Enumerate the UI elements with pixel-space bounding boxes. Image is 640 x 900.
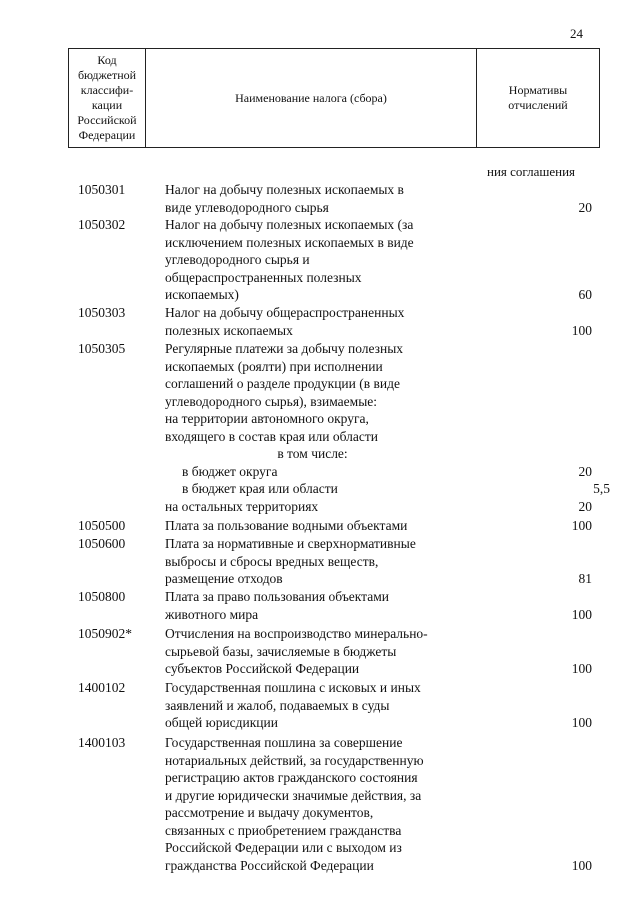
row-name-line: Плата за нормативные и сверхнормативные: [165, 536, 416, 551]
row-sub-item-label: в бюджет округа: [182, 463, 278, 479]
header-code-line: классифи-: [80, 83, 134, 97]
row-value: 20: [578, 199, 592, 215]
header-norm-cell: [477, 49, 600, 148]
page-number: 24: [570, 26, 583, 41]
row-sub-item-value: 5,5: [593, 481, 610, 496]
row-name-line: сырьевой базы, зачисляемые в бюджеты: [165, 643, 397, 659]
row-code: 1050902*: [78, 626, 132, 641]
row-name-line: углеводородного сырья), взимаемые:: [165, 393, 378, 409]
header-norm-line: Нормативы: [508, 83, 568, 97]
header-code-cell: [69, 49, 146, 148]
row-name: [165, 625, 460, 678]
row-name: [165, 588, 460, 623]
row-sub-item-label: в бюджет края или области: [182, 481, 338, 496]
row-name-line: ископаемых (роялти) при исполнении: [165, 358, 383, 374]
row-code: 1400102: [78, 680, 126, 695]
row-name-line: Государственная пошлина за совершение: [165, 735, 403, 750]
row-name-line: регистрацию актов гражданского состояния: [165, 770, 418, 785]
row-name: [165, 216, 460, 304]
header-code-line: кации: [91, 98, 123, 112]
row-name-line: Налог на добычу общераспространенных: [165, 305, 405, 320]
row-value: 60: [578, 287, 592, 302]
row-code: 1050303: [78, 305, 126, 320]
row-code: 1050305: [78, 341, 126, 356]
row-name-line: Государственная пошлина с исковых и иных: [165, 680, 421, 695]
continuation-text: ния соглашения: [487, 164, 576, 179]
row-value: 100: [571, 606, 592, 622]
row-sub-item-label: на остальных территориях: [165, 498, 319, 514]
row-name-line: связанных с приобретением гражданства: [165, 822, 402, 838]
header-name-cell: Наименование налога (сбора): [146, 49, 477, 148]
row-name-line: углеводородного сырья и: [165, 252, 310, 267]
row-value: 100: [571, 322, 592, 338]
row-name-line: и другие юридически значимые действия, за: [165, 787, 422, 803]
row-value: 100: [571, 518, 592, 533]
row-name: [165, 535, 460, 588]
row-code: 1050302: [78, 217, 126, 232]
row-code: 1050800: [78, 589, 126, 604]
row-code: 1400103: [78, 735, 126, 750]
row-name-line: размещение отходов: [165, 571, 283, 586]
row-sub-item-value: 20: [578, 463, 592, 479]
row-name-line: исключением полезных ископаемых в виде: [165, 234, 414, 250]
row-name: [165, 340, 460, 515]
header-code-line: Федерации: [78, 128, 136, 142]
row-name-line: входящего в состав края или области: [165, 428, 378, 444]
row-name-line: ископаемых): [165, 287, 239, 302]
row-name-line: Налог на добычу полезных ископаемых в: [165, 182, 404, 197]
table-header: [68, 48, 600, 148]
row-subheading: в том числе:: [277, 446, 348, 461]
header-norm-line: отчислений: [508, 98, 568, 112]
row-name-line: на территории автономного округа,: [165, 411, 369, 426]
row-name-line: заявлений и жалоб, подаваемых в суды: [165, 697, 390, 713]
row-name-line: животного мира: [165, 606, 259, 622]
row-name-line: рассмотрение и выдачу документов,: [165, 805, 374, 820]
row-name: [165, 304, 460, 339]
row-name: [165, 181, 460, 216]
row-name-line: Российской Федерации или с выходом из: [165, 840, 402, 855]
row-name-line: Плата за пользование водными объектами: [165, 518, 408, 533]
row-code: 1050500: [78, 518, 126, 533]
row-value: 81: [578, 571, 592, 586]
row-value: 100: [571, 715, 592, 730]
row-name-line: гражданства Российской Федерации: [165, 857, 374, 873]
row-name-line: виде углеводородного сырья: [165, 199, 329, 215]
row-name: [165, 679, 460, 732]
row-name-line: соглашений о разделе продукции (в виде: [165, 376, 400, 391]
row-name-line: Плата за право пользования объектами: [165, 589, 390, 604]
row-code: 1050301: [78, 182, 126, 197]
row-name-line: выбросы и сбросы вредных веществ,: [165, 553, 379, 569]
row-name-line: Налог на добычу полезных ископаемых (за: [165, 217, 414, 232]
row-name: [165, 734, 460, 874]
row-code: 1050600: [78, 536, 126, 551]
row-name: [165, 517, 460, 535]
row-value: 100: [571, 661, 592, 676]
row-name-line: общераспространенных полезных: [165, 269, 362, 285]
row-value: 100: [571, 857, 592, 873]
header-code-line: Российской: [77, 113, 137, 127]
row-name-line: нотариальных действий, за государственную: [165, 752, 424, 768]
row-name-line: Регулярные платежи за добычу полезных: [165, 341, 404, 356]
row-name-line: общей юрисдикции: [165, 715, 278, 730]
row-name-line: субъектов Российской Федерации: [165, 661, 360, 676]
row-sub-item-value: 20: [578, 498, 592, 514]
row-name-line: Отчисления на воспроизводство минерально-: [165, 626, 428, 641]
header-code-line: бюджетной: [77, 68, 137, 82]
header-code-line: Код: [97, 53, 117, 67]
row-name-line: полезных ископаемых: [165, 322, 293, 338]
